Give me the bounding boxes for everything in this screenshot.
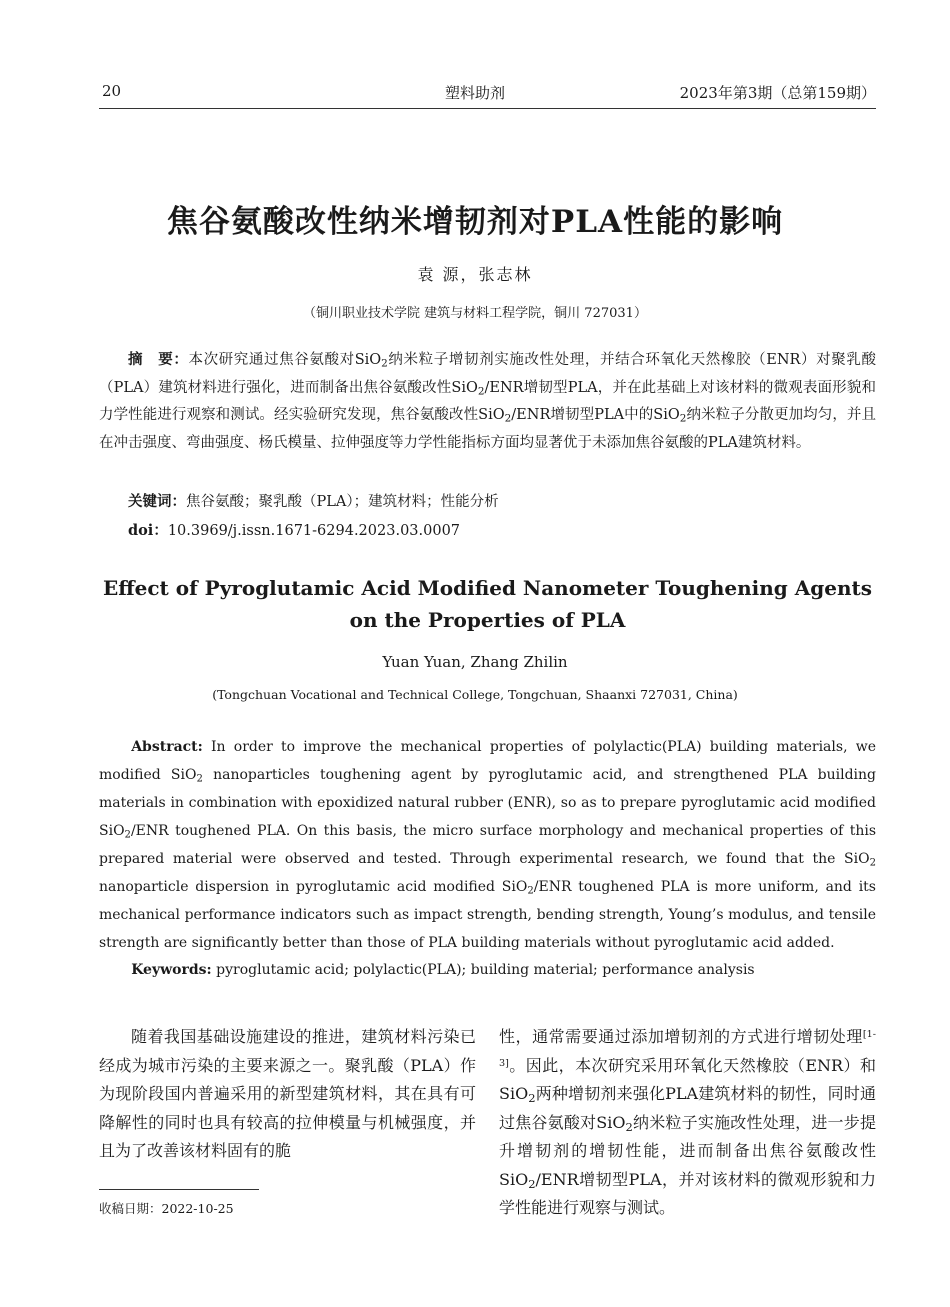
abstract-en-text: In order to improve the mechanical properties of polylactic(PLA) building materials, we modified SiO bbox=[99, 739, 876, 783]
subscript: 2 bbox=[196, 773, 203, 785]
doi-value: 10.3969/j.issn.1671-6294.2023.03.0007 bbox=[167, 523, 461, 539]
subscript: 2 bbox=[504, 412, 512, 425]
footnote-rule bbox=[99, 1189, 259, 1190]
abstract-cn bbox=[99, 346, 876, 457]
subscript: 2 bbox=[381, 357, 388, 370]
authors-en: Yuan Yuan, Zhang Zhilin bbox=[382, 653, 568, 671]
body-right-column bbox=[499, 1023, 876, 1223]
abstract-en bbox=[99, 733, 876, 957]
abstract-en-label: Abstract: bbox=[131, 739, 203, 755]
body-text: 性，通常需要通过添加增韧剂的方式进行增韧处理 bbox=[499, 1027, 863, 1046]
keywords-en-text: pyroglutamic acid; polylactic(PLA); building material; performance analysis bbox=[211, 962, 755, 978]
subscript: 2 bbox=[869, 857, 876, 869]
issue-info: 2023年第3期（总第159期） bbox=[679, 84, 876, 102]
page-number: 20 bbox=[102, 82, 122, 100]
subscript: 2 bbox=[528, 1176, 536, 1191]
body-text: 两种增韧剂来强化PLA建筑材料的韧性，同时通过焦谷氨酸对SiO bbox=[499, 1084, 876, 1132]
subscript: 2 bbox=[477, 385, 485, 398]
affiliation-en: (Tongchuan Vocational and Technical College, Tongchuan, Shaanxi 727031, China) bbox=[212, 687, 738, 702]
authors-cn: 袁 源，张志林 bbox=[417, 265, 533, 284]
journal-name: 塑料助剂 bbox=[444, 84, 505, 102]
abstract-cn-text: 纳米粒子分散更加均匀，并且在冲击强度、弯曲强度、杨氏模量、拉伸强度等力学性能指标方面均显著优于未添加焦谷氨酸的PLA建筑材料。 bbox=[99, 407, 877, 451]
affiliation-cn: （铜川职业技术学院 建筑与材料工程学院，铜川 727031） bbox=[303, 306, 647, 321]
title-cn: 焦谷氨酸改性纳米增韧剂对PLA性能的影响 bbox=[166, 204, 784, 240]
abstract-en-text: /ENR toughened PLA. On this basis, the micro surface morphology and mechanical properties of this prepared material were observed and tested. Through experimental research, we found that the SiO bbox=[99, 823, 876, 867]
subscript: 2 bbox=[528, 1090, 536, 1105]
doi-label: doi： bbox=[128, 522, 168, 539]
doi bbox=[99, 517, 876, 546]
abstract-cn-text: /ENR增韧型PLA中的SiO bbox=[511, 407, 680, 423]
body-text: 。因此，本次研究采用环氧化天然橡胶（ENR）和SiO bbox=[499, 1055, 876, 1103]
abstract-en-text: nanoparticle dispersion in pyroglutamic acid modified SiO bbox=[99, 879, 528, 895]
abstract-en-text: nanoparticles toughening agent by pyroglutamic acid, and strengthened PLA building materials in combination with epoxidized natural rubber (ENR), so as to prepare pyroglutamic acid modified SiO bbox=[99, 767, 876, 839]
body-text: /ENR增韧型PLA，并对该材料的微观形貌和力学性能进行观察与测试。 bbox=[499, 1169, 876, 1217]
abstract-en-text: /ENR toughened PLA is more uniform, and its mechanical performance indicators such as impact strength, bending strength, Young’s modulus, and tensile strength are significantly better than those of PLA building materials without pyroglutamic acid added. bbox=[99, 879, 876, 951]
body-text: 纳米粒子实施改性处理，进一步提升增韧剂的增韧性能，进而制备出焦谷氨酸改性SiO bbox=[499, 1112, 876, 1189]
received-date: 收稿日期：2022-10-25 bbox=[99, 1201, 234, 1216]
abstract-cn-text: 纳米粒子增韧剂实施改性处理，并结合环氧化天然橡胶（ENR）对聚乳酸（PLA）建筑材料进行强化，进而制备出焦谷氨酸改性SiO bbox=[99, 352, 876, 396]
abstract-cn-text: /ENR增韧型PLA，并在此基础上对该材料的微观表面形貌和力学性能进行观察和测试。经实验研究发现，焦谷氨酸改性SiO bbox=[99, 379, 876, 423]
subscript: 2 bbox=[124, 829, 131, 841]
keywords-en bbox=[99, 957, 876, 985]
title-en: Effect of Pyroglutamic Acid Modified Nanometer Toughening Agents on the Properties of PLA bbox=[102, 576, 873, 632]
keywords-cn-label: 关键词： bbox=[128, 493, 186, 510]
abstract-cn-text: 本次研究通过焦谷氨酸对SiO bbox=[188, 352, 382, 368]
citation-ref: [1-3] bbox=[499, 1029, 876, 1069]
subscript: 2 bbox=[527, 885, 534, 897]
keywords-cn-text: 焦谷氨酸；聚乳酸（PLA）；建筑材料；性能分析 bbox=[186, 494, 499, 510]
subscript: 2 bbox=[625, 1119, 633, 1134]
keywords-cn bbox=[99, 488, 876, 517]
abstract-cn-label: 摘 要： bbox=[128, 351, 189, 368]
header-rule bbox=[99, 108, 876, 109]
subscript: 2 bbox=[679, 412, 687, 425]
keywords-en-label: Keywords: bbox=[131, 962, 212, 978]
body-left-column: 随着我国基础设施建设的推进，建筑材料污染已经成为城市污染的主要来源之一。聚乳酸（PLA）作为现阶段国内普遍采用的新型建筑材料，其在具有可降解性的同时也具有较高的拉伸模量与机械强度，并且为了改善该材料固有的脆 bbox=[99, 1027, 476, 1160]
